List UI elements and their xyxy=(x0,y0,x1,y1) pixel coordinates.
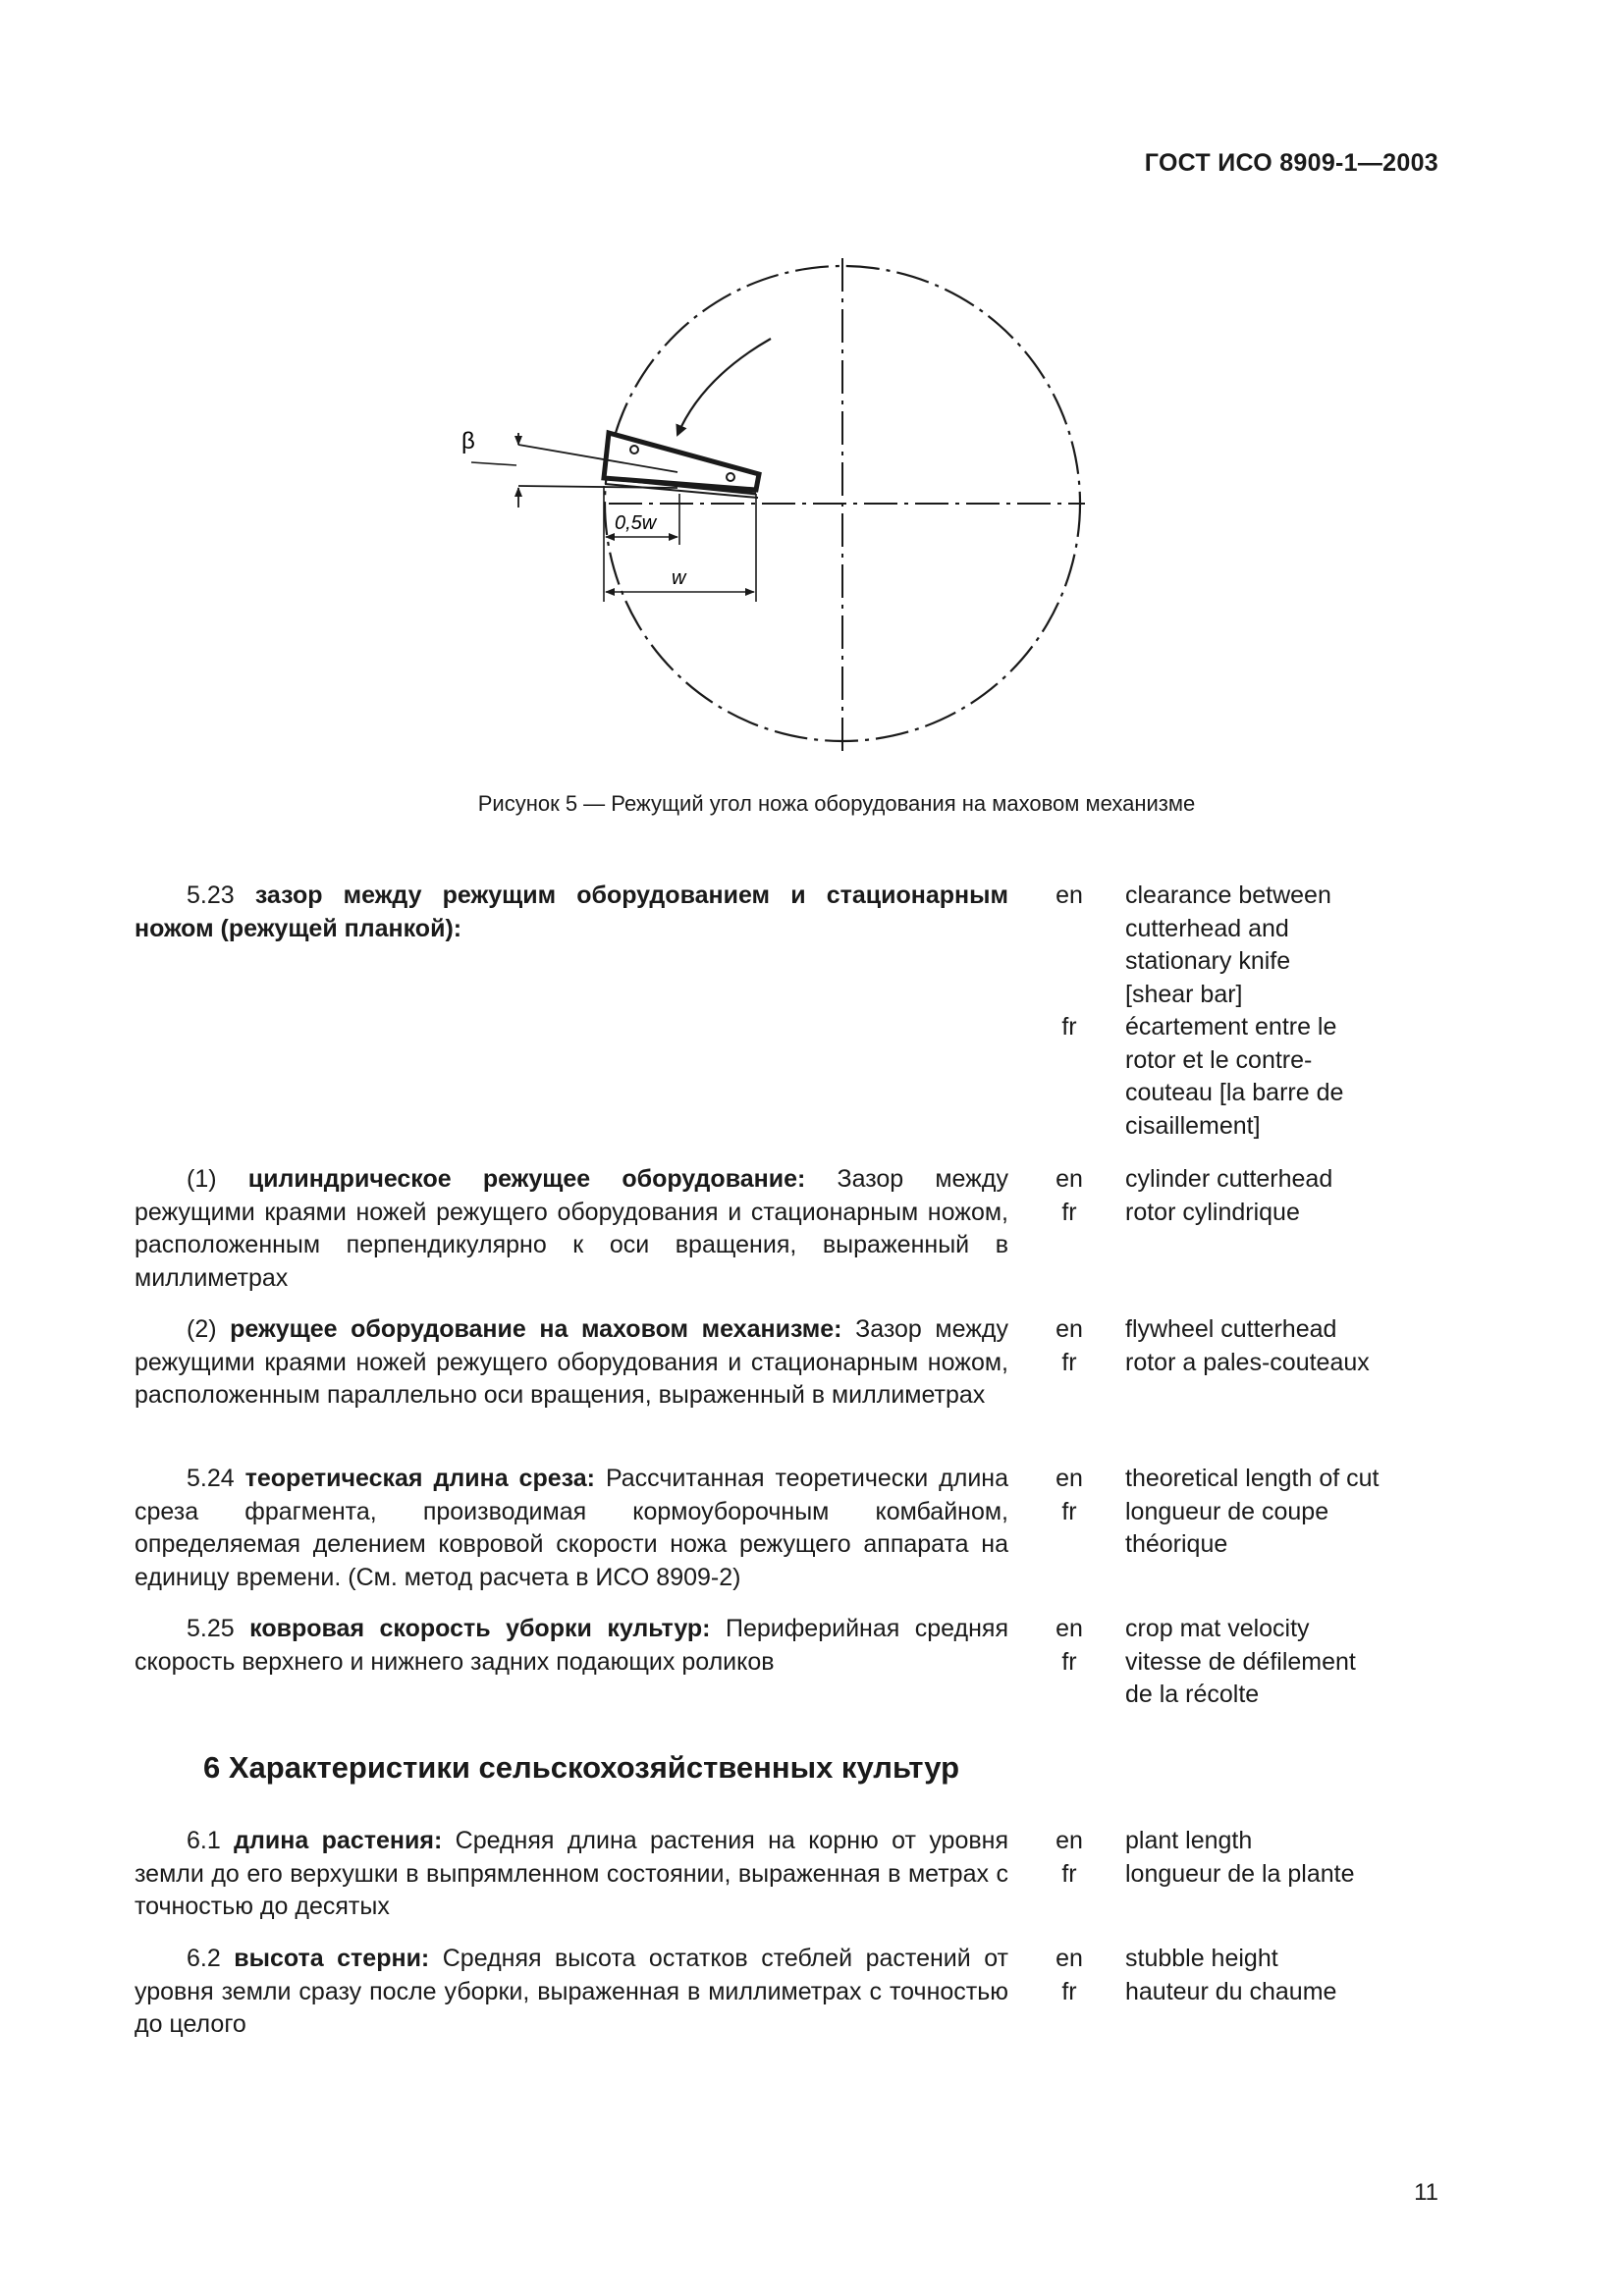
entry-ru-text xyxy=(135,1313,1008,1413)
fr-term-line: écartement entre le xyxy=(1125,1013,1337,1041)
angle-ref-line xyxy=(518,486,677,488)
beta-leader xyxy=(471,462,516,465)
en-term-line: cylinder cutterhead xyxy=(1125,1165,1333,1193)
en-term-line: clearance between xyxy=(1125,881,1331,909)
entry-ru-text xyxy=(135,1163,1008,1295)
section-6-heading: 6 Характеристики сельскохозяйственных культур xyxy=(203,1750,960,1785)
entry-term: высота стерни: xyxy=(234,1945,430,1972)
lang-codes xyxy=(1040,880,1099,1044)
dim-full-label: w xyxy=(672,567,686,589)
figure-5-flywheel-diagram xyxy=(432,240,1119,771)
lang-fr: fr xyxy=(1061,1647,1077,1676)
knife-bolt-hole xyxy=(630,446,638,454)
entry-definition: Зазор между режущими краями ножей режущего оборудования и стационарным ножом, расположенным перпендикулярно к оси вращения, выраженный в миллиметрах xyxy=(135,1165,1008,1292)
entry-number: (1) xyxy=(187,1165,217,1193)
term-translations xyxy=(1125,1463,1439,1562)
entry-ru-text xyxy=(135,1943,1008,2042)
lang-fr: fr xyxy=(1061,1497,1077,1525)
figure-caption: Рисунок 5 — Режущий угол ножа оборудования на маховом механизме xyxy=(477,791,1196,816)
en-term-line: stationary knife xyxy=(1125,947,1291,975)
en-term-line: stubble height xyxy=(1125,1945,1278,1972)
lang-codes xyxy=(1040,1613,1099,1679)
entry-number: 6.2 xyxy=(187,1945,221,1972)
fr-term-line: couteau [la barre de xyxy=(1125,1079,1344,1106)
entry-term: режущее оборудование на маховом механизме: xyxy=(230,1315,842,1343)
lang-codes xyxy=(1040,1463,1099,1528)
fr-term-line: rotor cylindrique xyxy=(1125,1198,1300,1226)
entry-ru-text xyxy=(135,1463,1008,1594)
lang-codes xyxy=(1040,1163,1099,1229)
fr-term-line: de la récolte xyxy=(1125,1681,1260,1708)
entry-definition: Зазор между режущими краями ножей режущего оборудования и стационарным ножом, расположенным параллельно оси вращения, выраженный в миллиметрах xyxy=(135,1315,1009,1409)
en-term-line: crop mat velocity xyxy=(1125,1615,1310,1642)
beta-label: β xyxy=(461,428,475,454)
lang-fr: fr xyxy=(1061,1348,1077,1376)
entry-definition: Средняя длина растения на корню от уровня земли до его верхушки в выпрямленном состоянии, выраженная в метрах с точностью до десятых xyxy=(135,1827,1008,1920)
document-header: ГОСТ ИСО 8909-1—2003 xyxy=(1144,149,1438,177)
entry-ru-text xyxy=(135,880,1008,945)
fr-term-line: longueur de la plante xyxy=(1125,1859,1355,1888)
fr-term-line: hauteur du chaume xyxy=(1125,1977,1337,2005)
lang-codes xyxy=(1040,1313,1099,1379)
term-translations xyxy=(1125,880,1439,1143)
lang-en: en xyxy=(1056,881,1083,909)
entry-number: 6.1 xyxy=(187,1827,221,1854)
entry-number: 5.25 xyxy=(187,1615,235,1642)
lang-en: en xyxy=(1056,1465,1083,1492)
fr-term-line: rotor et le contre- xyxy=(1125,1045,1313,1074)
lang-codes xyxy=(1040,1825,1099,1891)
lang-fr: fr xyxy=(1061,1977,1077,2005)
en-term-line: [shear bar] xyxy=(1125,980,1243,1008)
entry-ru-text xyxy=(135,1613,1008,1679)
lang-fr: fr xyxy=(1061,1198,1077,1226)
page-number: 11 xyxy=(1414,2179,1438,2206)
lang-en: en xyxy=(1056,1945,1083,1972)
lang-fr: fr xyxy=(1061,1859,1077,1888)
rotation-arrow xyxy=(677,339,771,435)
fr-term-line: théorique xyxy=(1125,1530,1228,1558)
entry-term: теоретическая длина среза: xyxy=(244,1465,595,1492)
term-translations xyxy=(1125,1943,1439,2008)
entry-number: 5.23 xyxy=(187,881,235,909)
fr-term-line: longueur de coupe xyxy=(1125,1497,1329,1525)
en-term-line: flywheel cutterhead xyxy=(1125,1315,1337,1343)
entry-ru-text xyxy=(135,1825,1008,1924)
knife-bolt-hole xyxy=(727,473,734,481)
lang-en: en xyxy=(1056,1165,1083,1193)
en-term-line: theoretical length of cut xyxy=(1125,1465,1380,1492)
term-translations xyxy=(1125,1313,1439,1379)
entry-definition: Рассчитанная теоретически длина среза фрагмента, производимая кормоуборочным комбайном, определяемая делением ковровой скорости ножа режущего аппарата на единицу времени. (См. метод расчета в ИСО 8909-2) xyxy=(135,1465,1008,1591)
dim-half-label: 0,5w xyxy=(615,512,657,534)
lang-en: en xyxy=(1056,1827,1083,1854)
term-translations xyxy=(1125,1825,1439,1891)
lang-en: en xyxy=(1056,1615,1083,1642)
lang-en: en xyxy=(1056,1315,1083,1343)
entry-number: (2) xyxy=(187,1315,217,1343)
lang-codes xyxy=(1040,1943,1099,2008)
entry-number: 5.24 xyxy=(187,1465,235,1492)
entry-term: длина растения: xyxy=(234,1827,443,1854)
fr-term-line: rotor a pales-couteaux xyxy=(1125,1348,1370,1376)
fr-term-line: vitesse de défilement xyxy=(1125,1647,1356,1676)
entry-definition: Средняя высота остатков стеблей растений от уровня земли сразу после уборки, выраженная в миллиметрах с точностью до целого xyxy=(135,1945,1009,2038)
fr-term-line: cisaillement] xyxy=(1125,1111,1261,1140)
term-translations xyxy=(1125,1613,1439,1712)
entry-term: ковровая скорость уборки культур: xyxy=(249,1615,711,1642)
entry-definition: Периферийная средняя скорость верхнего и нижнего задних подающих роликов xyxy=(135,1615,1008,1676)
en-term-line: cutterhead and xyxy=(1125,914,1289,942)
term-translations xyxy=(1125,1163,1439,1229)
entry-term: цилиндрическое режущее оборудование: xyxy=(247,1165,806,1193)
en-term-line: plant length xyxy=(1125,1827,1253,1854)
lang-fr: fr xyxy=(1061,1013,1077,1041)
entry-term: зазор между режущим оборудованием и стационарным ножом (режущей планкой): xyxy=(135,881,1008,942)
flywheel-diagram-svg xyxy=(432,240,1119,771)
